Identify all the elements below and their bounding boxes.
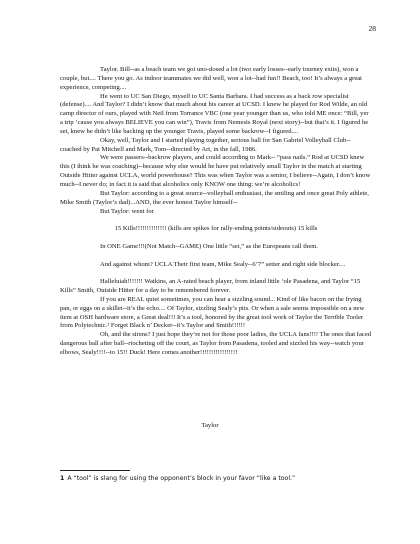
signature: Taylor [201, 422, 219, 429]
body-text [60, 66, 372, 358]
paragraph: If you are REAL quiet sometimes, you can hear a sizzling sound... Kind of like bacon on the frying pan, or eggs on a skillet--it’s the echo.... Of Taylor, sizzling Sealy’s pits. Or when a sale seems impossible on a new item at OSH hardware store, a Great deal!!! It’s a tool, honored by the great tool work of Taylor the Terrible Tooler from Polytechnic.¹ Forget Black n’ Decker--it’s Taylor and Smith!!!!!! [60, 295, 365, 330]
footnote-marker: 1 [60, 475, 65, 482]
paragraph: And against whom? UCLA Their first team, Mike Sealy--6’7” setter and right side blocker.... [100, 260, 346, 268]
paragraph: But Taylor: went for [100, 207, 154, 215]
highlight-line: 15 Kills!!!!!!!!!!!!!! (kills are spikes for rally-ending points/sideouts) 15 kills [114, 225, 318, 233]
paragraph: Taylor. Bill--as a beach team we got uno-dosed a lot (two early losses--early tourney exits), won a couple, but.... There you go. As indoor teammates we did well, won a lot--had fun!! Beach, too! It’s always a great experience, competing.... [60, 66, 363, 91]
paragraph: We were passers--backrow players, and could according to Mark-- “pass nails.” Rod at UCSD knew this (I think he was coaching)--because why else would he have put relatively small Taylor in the match at starting Outside Hitter against UCLA, world powerhouse? This was when Taylor was a senior, I believe--Again, I don’t know much--I never do; in fact it is said that alcoholics only KNOW one thing: we’re alcoholics! [60, 154, 371, 188]
paragraph: Oh, and the sirens? I just hope they’re not for those poor ladies, the UCLA fans!!!! The ones that faced dangerous ball after ball--riocheting off the court, as Taylor from Pasadena, tooled and sizzled his way--watch your elbows, Sealy!!!!--to 15!! Duck! Here comes another!!!!!!!!!!!!!!!!! [60, 331, 372, 356]
paragraph: Okay, well, Taylor and I started playing together, serious ball for San Gabriel Volleyball Club--coached by Pat Mitchell and Mark, Tom--directed by Art, in the fall, 1986. [60, 136, 351, 153]
footnote-text: A “tool” is slang for using the opponent’s block in your favor “like a tool.” [67, 475, 296, 482]
paragraph: He went to UC San Diego, myself to UC Santa Barbara. I had success as a back row specialist (defense).... And Taylor? I didn’t know that much about his career at UCSD. I knew he played for Rod Wilde, an old camp director of ours, played with Neil from Torrance VBC (one year younger than us, who told ME once: “Bill, yer a trip ‘cause you always BELIEVE you can win”), Travis from Nemesis Royal (next story)--but that’s it. I figured he set, knew he didn’t like backing up the younger Travis, played some backrow--I figured.... [60, 92, 369, 135]
paragraph: But Taylor: according to a great source--volleyball enthusiast, the smiling and once great Poly athlete, Mike Smith (Taylor’s dad)...AND, the ever honest Taylor himself-- [60, 189, 369, 206]
paragraph: In ONE Game!!!(Not Match--GAME) One little “set,” as the Europeans call them. [100, 242, 319, 250]
page-number: 28 [368, 24, 376, 33]
paragraph: Halleluiah!!!!!!! Watkins, an A-rated beach player, from inland little ‘ole Pasadena, and Taylor “15 Kills” Smith, Outside Hitter for a day to be remembered forever. [60, 278, 361, 295]
footnote-divider [60, 470, 130, 471]
footnote [60, 475, 380, 483]
